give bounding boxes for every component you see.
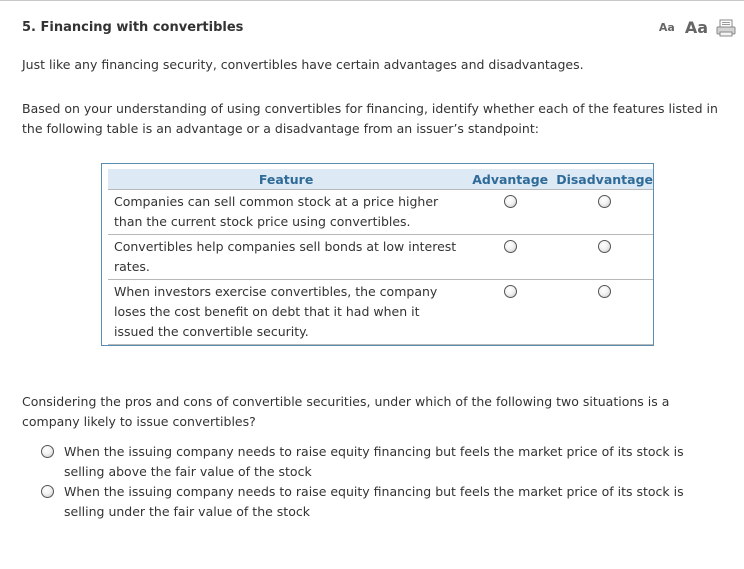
row2-advantage-radio[interactable] bbox=[504, 240, 517, 253]
answer-options bbox=[41, 442, 721, 522]
row2-disadvantage-radio[interactable] bbox=[598, 240, 611, 253]
row3-advantage-radio[interactable] bbox=[504, 285, 517, 298]
feature-cell: Convertibles help companies sell bonds at low interest rates. bbox=[108, 235, 464, 280]
question-title: 5. Financing with convertibles bbox=[22, 20, 244, 35]
row1-disadvantage-radio[interactable] bbox=[598, 195, 611, 208]
print-icon[interactable] bbox=[716, 19, 736, 37]
option1-radio[interactable] bbox=[41, 445, 54, 458]
header-feature: Feature bbox=[108, 169, 464, 190]
followup-question: Considering the pros and cons of convertible securities, under which of the following two situations is a company likely to issue convertibles? bbox=[22, 394, 670, 429]
feature-cell: Companies can sell common stock at a price higher than the current stock price using convertibles. bbox=[108, 190, 464, 235]
feature-table bbox=[108, 169, 653, 345]
answer-option[interactable] bbox=[41, 482, 721, 522]
option-label[interactable]: When the issuing company needs to raise equity financing but feels the market price of its stock is selling under the fair value of the stock bbox=[64, 484, 684, 519]
table-row bbox=[108, 190, 653, 235]
row3-disadvantage-radio[interactable] bbox=[598, 285, 611, 298]
row1-advantage-radio[interactable] bbox=[504, 195, 517, 208]
table-row bbox=[108, 235, 653, 280]
table-row bbox=[108, 280, 653, 345]
option-label[interactable]: When the issuing company needs to raise equity financing but feels the market price of its stock is selling above the fair value of the stock bbox=[64, 444, 684, 479]
instructions-text: Based on your understanding of using convertibles for financing, identify whether each of the features listed in the following table is an advantage or a disadvantage from an issuer’s standpoint: bbox=[22, 101, 718, 136]
header-disadvantage: Disadvantage bbox=[556, 169, 653, 190]
feature-cell: When investors exercise convertibles, the company loses the cost benefit on debt that it had when it issued the convertible security. bbox=[108, 280, 464, 345]
table-header-row bbox=[108, 169, 653, 190]
font-small-button[interactable]: Aa bbox=[658, 21, 675, 34]
option2-radio[interactable] bbox=[41, 485, 54, 498]
feature-table-frame bbox=[101, 163, 654, 346]
header-advantage: Advantage bbox=[464, 169, 556, 190]
font-large-button[interactable]: Aa bbox=[684, 18, 708, 37]
font-size-tools bbox=[659, 18, 736, 37]
answer-option[interactable] bbox=[41, 442, 721, 482]
top-border bbox=[0, 0, 744, 1]
intro-text: Just like any financing security, convertibles have certain advantages and disadvantages. bbox=[22, 57, 584, 72]
